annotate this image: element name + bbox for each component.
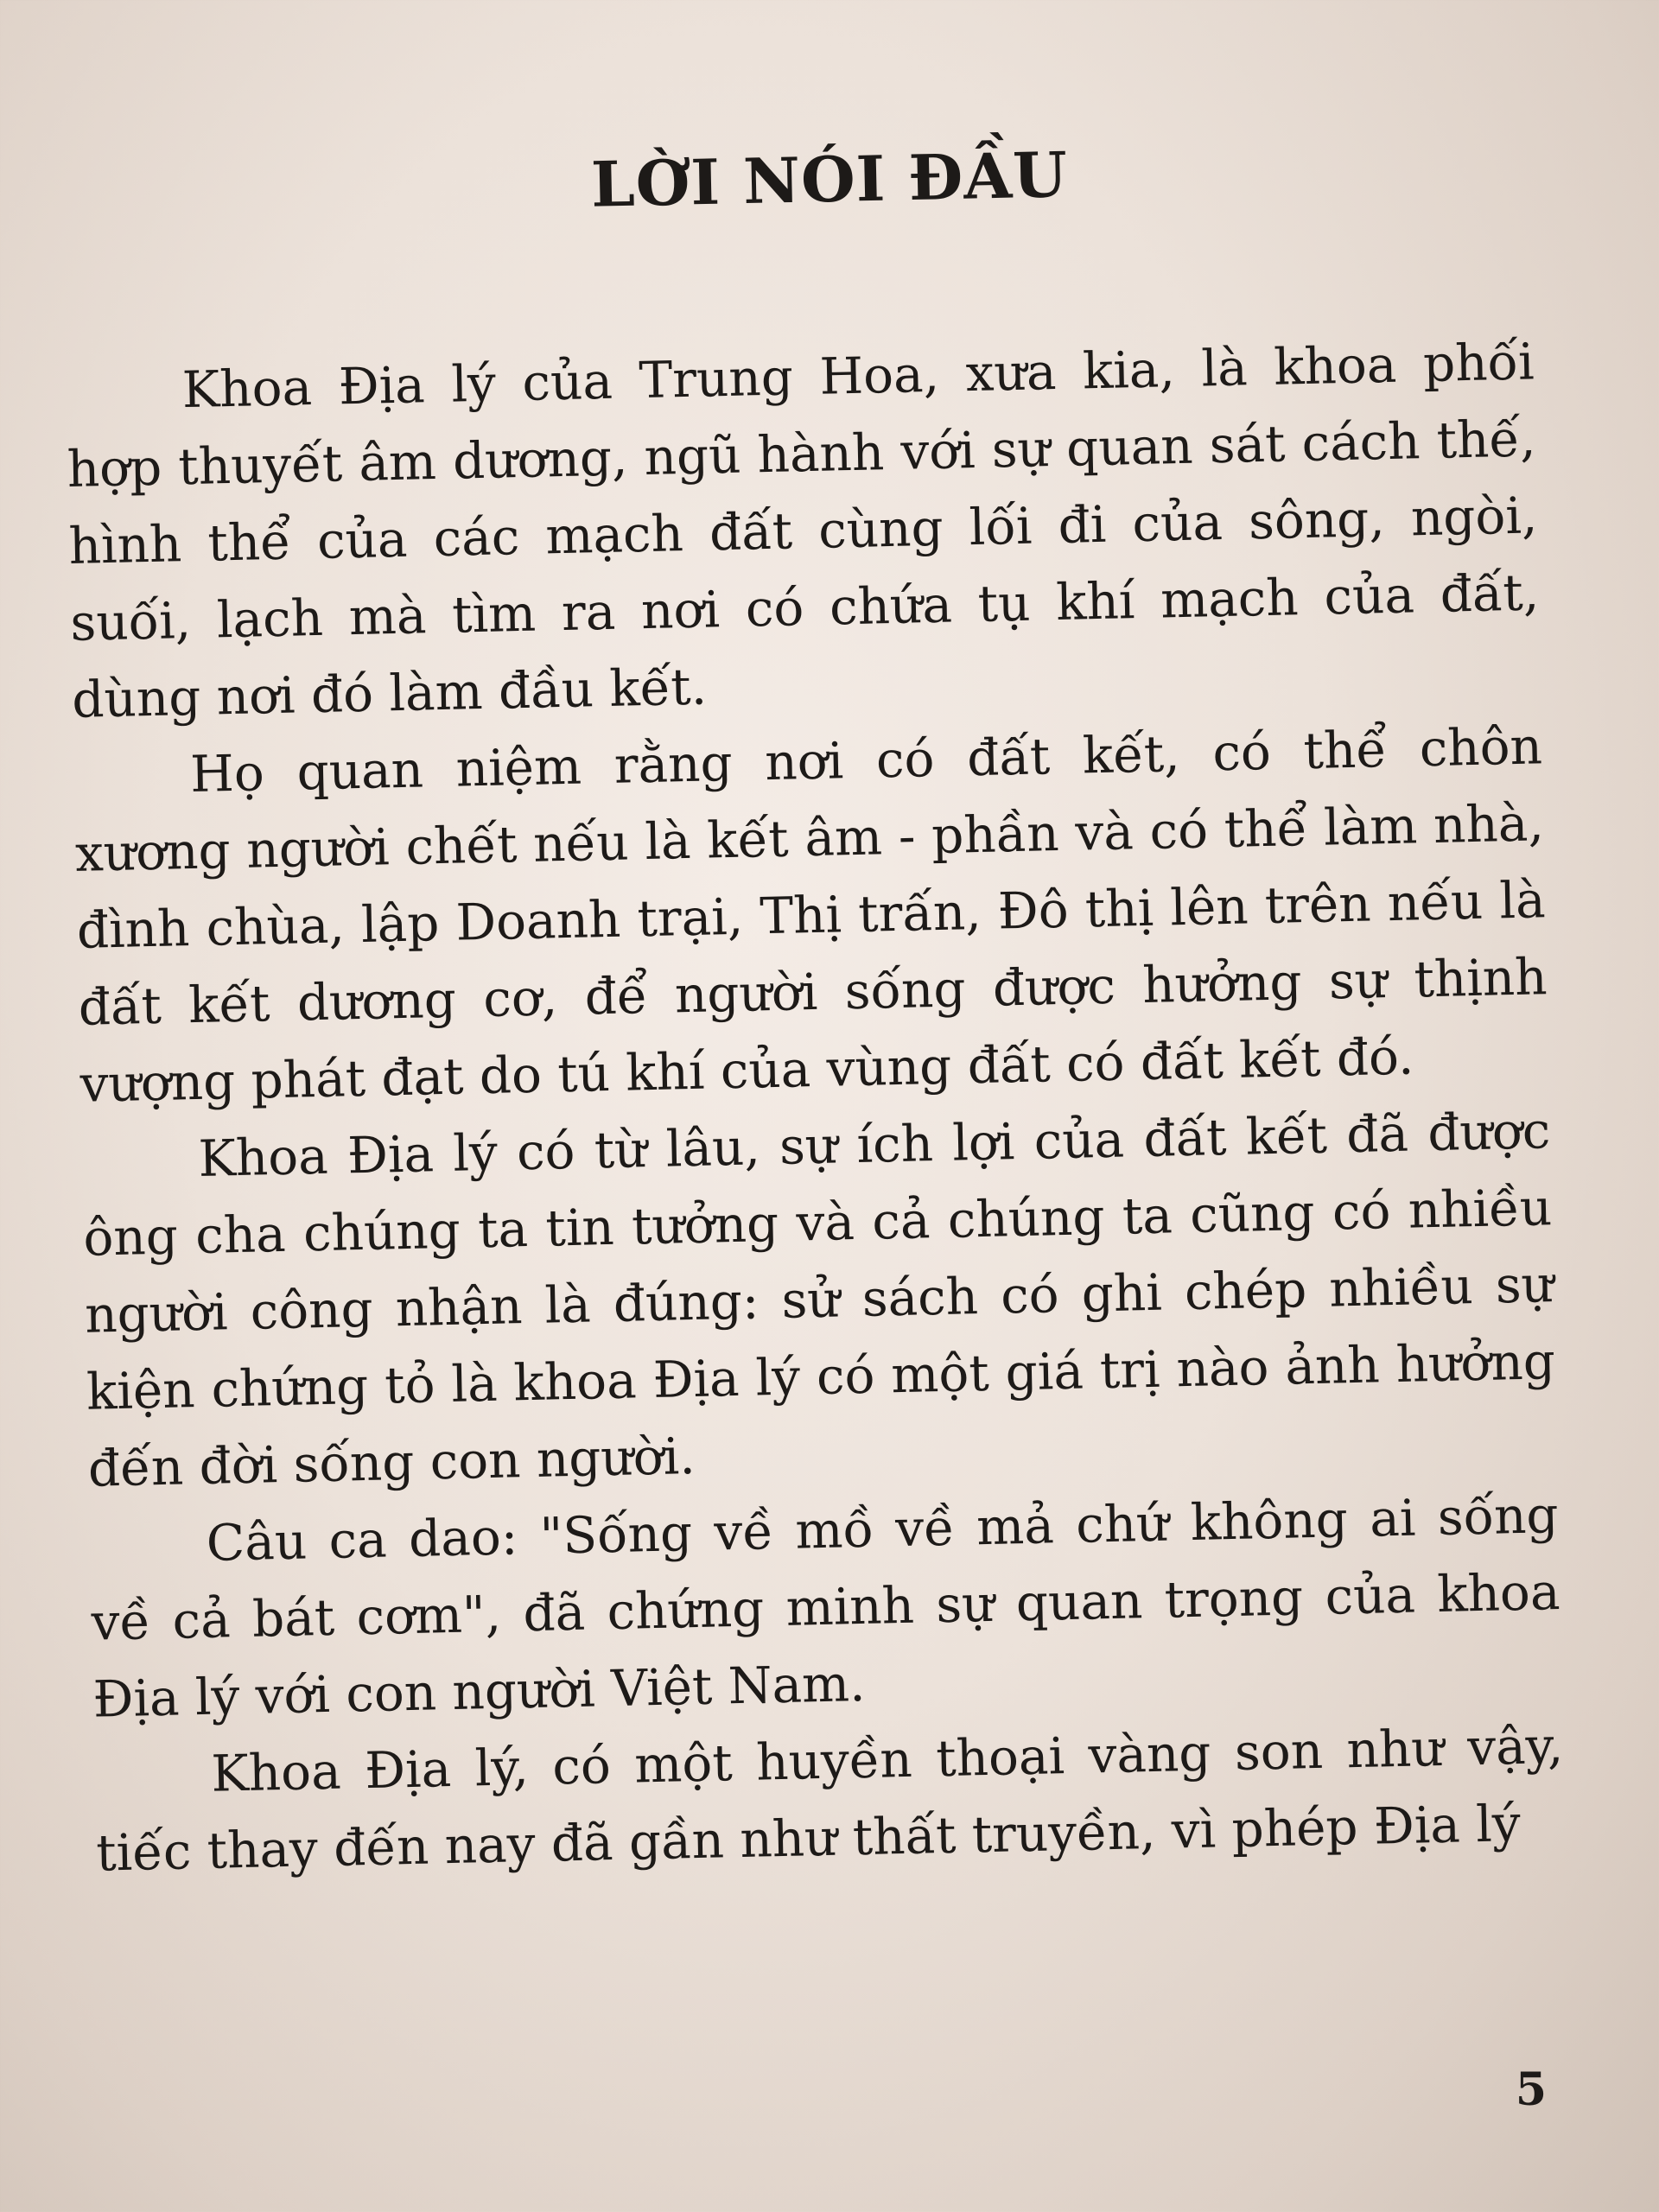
paragraph: Họ quan niệm rằng nơi có đất kết, có thể chôn xương người chết nếu là kết âm - phần và có thể làm nhà, đình chùa, lập Doanh trại, Thị trấn, Đô thị lên trên nếu là đất kết dương cơ, để người sống được hưởng sự thịnh vượng phát đạt do tú khí của vùng đất có đất kết đó. [74, 716, 1548, 1114]
page-number: 5 [1515, 2063, 1547, 2116]
page-title: LỜI NÓI ĐẦU [590, 137, 1069, 221]
paragraph: Khoa Địa lý của Trung Hoa, xưa kia, là khoa phối hợp thuyết âm dương, ngũ hành với sự quan sát cách thế, hình thể của các mạch đất cùng lối đi của sông, ngòi, suối, lạch mà tìm ra nơi có chứa tụ khí mạch của đất, dùng nơi đó làm đầu kết. [67, 332, 1540, 729]
body-text [65, 323, 1566, 1891]
paragraph: Khoa Địa lý, có một huyền thoại vàng son như vậy, tiếc thay đến nay đã gần như thất truyền, vì phép Địa lý [95, 1716, 1564, 1883]
paragraph: Khoa Địa lý có từ lâu, sự ích lợi của đất kết đã được ông cha chúng ta tin tưởng và cả chúng ta cũng có nhiều người công nhận là đúng: sử sách có ghi chép nhiều sự kiện chứng tỏ là khoa Địa lý có một giá trị nào ảnh hưởng đến đời sống con người. [82, 1101, 1556, 1498]
paragraph: Câu ca dao: "Sống về mồ về mả chứ không ai sống về cả bát cơm", đã chứng minh sự quan trọng của khoa Địa lý với con người Việt Nam. [91, 1485, 1561, 1729]
